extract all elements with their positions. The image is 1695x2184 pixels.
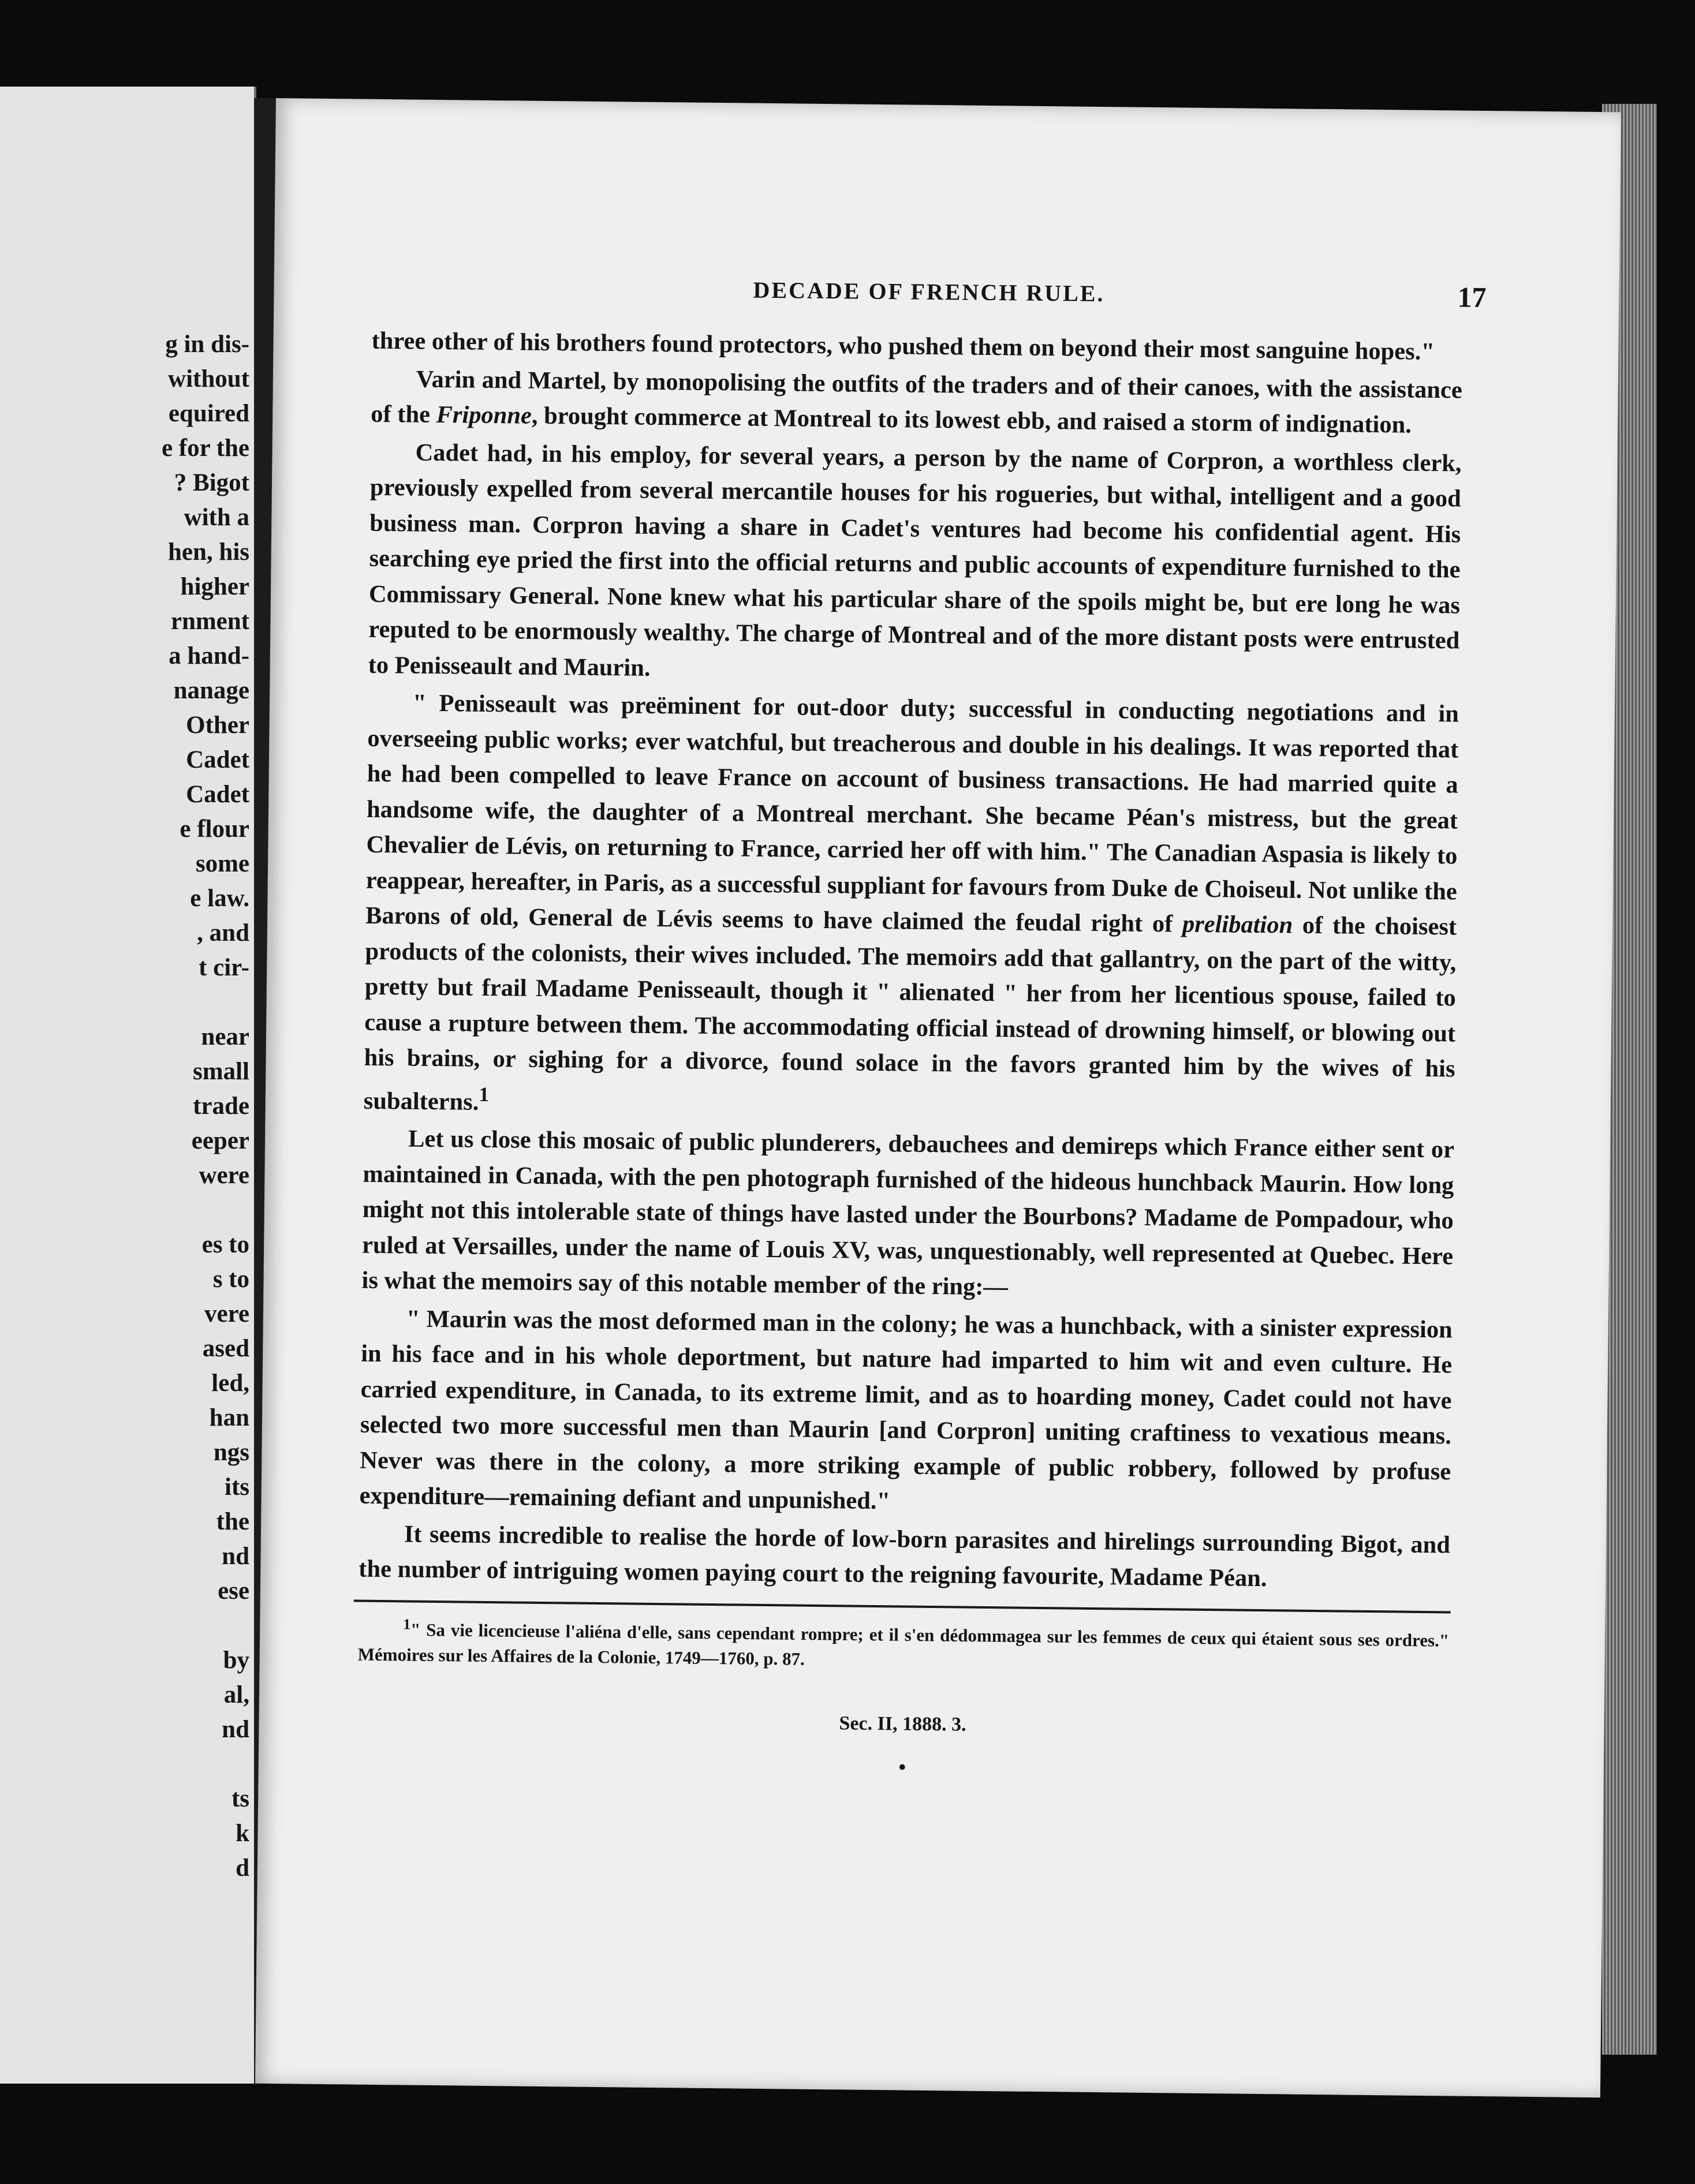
facing-page-text: higher [180,573,249,600]
facing-page-text: with a [184,504,249,531]
facing-page-text: k [236,1820,249,1847]
facing-page-text: ts [231,1785,249,1812]
facing-page-text: ese [218,1577,249,1605]
paragraph-maurin-quote: " Maurin was the most deformed man in the colony; he was a hunchback, with a sinister expression in his face and in his whole deportment, but nature had imparted to him wit and even culture. He carried expenditure, in Canada, to its extreme limit, and as to hoarding money, Cadet could not have selected two more successful men than Maurin [and Corpron] uniting craftiness to vexatious means. Never was there in the colony, a more striking example of public robbery, followed by profuse expenditure—remaining defiant and unpunished." [359,1305,1453,1515]
facing-page-text: ased [202,1335,249,1362]
facing-page-text: e for the [161,435,249,462]
facing-page-text: small [193,1058,249,1085]
facing-page-text: the [216,1508,249,1535]
facing-page-text: es to [201,1231,249,1258]
facing-page-text: nd [222,1543,249,1570]
bottom-mark: • [898,1755,906,1779]
paragraph-horde: It seems incredible to realise the horde of low-born parasites and hirelings surrounding Bigot, and the number of intriguing women paying court to the reigning favourite, Madame Péan. [359,1520,1451,1592]
facing-page-text: near [201,1023,249,1050]
facing-page-text: some [195,850,249,877]
facing-page-text: han [209,1404,249,1431]
book-page [255,98,1621,2097]
page-number: 17 [1457,281,1487,313]
facing-page-text: hen, his [167,538,249,566]
paragraph-continuation: three other of his brothers found protectors, who pushed them on beyond their most sanguine hopes." [371,327,1435,366]
facing-page-text: e flour [180,816,249,843]
facing-page-text: s to [212,1266,249,1293]
footnote-text: " Sa vie licencieuse l'aliéna d'elle, sans cependant rompre; et il s'en dédommagea sur les femmes de ceux qui étaient sous ses ordres." Mémoires sur les Affaires de la Colonie, 1749—1760, p. 87. [357,1619,1450,1669]
footnote-ref: 1 [479,1082,490,1106]
footnote-marker: 1 [403,1615,411,1633]
facing-page-text: without [168,365,249,392]
facing-page-text: nanage [173,677,249,704]
running-head: DECADE OF FRENCH RULE. [753,276,1105,307]
page-header [274,271,1619,320]
facing-page-text: led, [211,1370,249,1397]
facing-page-text: Cadet [186,746,249,773]
paragraph-mosaic: Let us close this mosaic of public plunderers, debauchees and demireps which France either sent or maintained in Canada, with the pen photograph furnished of the hideous hunchback Maurin. How long might not this intolerable state of things have lasted under the Bourbons? Madame de Pompadour, who ruled at Versailles, under the name of Louis XV, was, unquestionably, well represented at Quebec. Here is what the memoirs say of this notable member of the ring:— [361,1125,1455,1301]
paragraph-penisseault: " Penisseault was preëminent for out-door duty; successful in conducting negotiations and in overseeing public works; ever watchful, but treacherous and double in his dealings. It was reported that he had been compelled to leave France on account of business transactions. He had married quite a handsome wife, the daughter of a Montreal merchant. She became Péan's mistress, but the great Chevalier de Lévis, on returning to France, carried her off with him." The Canadian Aspasia is likely to reappear, hereafter, in Paris, as a successful suppliant for favours from Duke de Choiseul. Not unlike the Barons of old, General de Lévis seems to have claimed the feudal right of prelibation of the choisest products of the colonists, their wives included. The memoirs add that gallantry, on the part of the witty, pretty but frail Madame Penisseault, though it " alienated " her from her licentious spouse, failed to cause a rupture between them. The accommodating official instead of drowning himself, or blowing out his brains, or sighing for a divorce, found solace in the favors granted him by the wives of his subalterns.$^1$ [363,689,1459,1116]
footnote [358,1611,1450,1678]
facing-page-text: al, [223,1681,249,1708]
footnote-rule [354,1599,1451,1613]
body-text [356,323,1462,1792]
facing-page-text: equired [168,400,249,427]
facing-page-text: its [225,1474,249,1501]
facing-page-text: eeper [191,1127,249,1154]
facing-page-text: by [223,1647,249,1674]
italic-prelibation: prelibation [1182,910,1293,939]
signature-mark: Sec. II, 1888. 3. [839,1712,966,1736]
facing-page-text: e law. [190,885,249,912]
facing-page-text: nd [222,1716,249,1743]
facing-page-fragment [0,87,256,2084]
facing-page-text: g in dis- [165,331,249,358]
facing-page-text: Cadet [186,781,249,808]
facing-page-text: ngs [213,1439,249,1466]
facing-page-text: rnment [170,608,249,635]
paragraph-varin-martel: Varin and Martel, by monopolising the outfits of the traders and of their canoes, with the assistance of the Friponne, brought commerce at Montreal to its lowest ebb, and raised a storm of indignation. [371,365,1463,439]
facing-page-text: a hand- [169,642,249,670]
paragraph-cadet-corpron: Cadet had, in his employ, for several years, a person by the name of Corpron, a worthless clerk, previously expelled from several mercantile houses for his rogueries, but withal, intelligent and a good business man. Corpron having a share in Cadet's ventures had become his confidential agent. His searching eye pried the first into the official returns and public accounts of expenditure furnished to the Commissary General. None knew what his particular share of the spoils might be, but ere long he was reputed to be enormously wealthy. The charge of Montreal and of the more distant posts were entrusted to Penisseault and Maurin. [368,439,1462,682]
facing-page-text: Other [186,712,249,739]
facing-page-text: t cir- [199,954,249,981]
facing-page-text: ? Bigot [174,469,249,496]
facing-page-text: d [236,1854,249,1882]
facing-page-text: , and [197,919,249,947]
facing-page-text: vere [204,1300,249,1327]
facing-page-text: were [199,1162,249,1189]
facing-page-text: trade [193,1093,249,1120]
italic-friponne: Friponne [436,401,532,429]
